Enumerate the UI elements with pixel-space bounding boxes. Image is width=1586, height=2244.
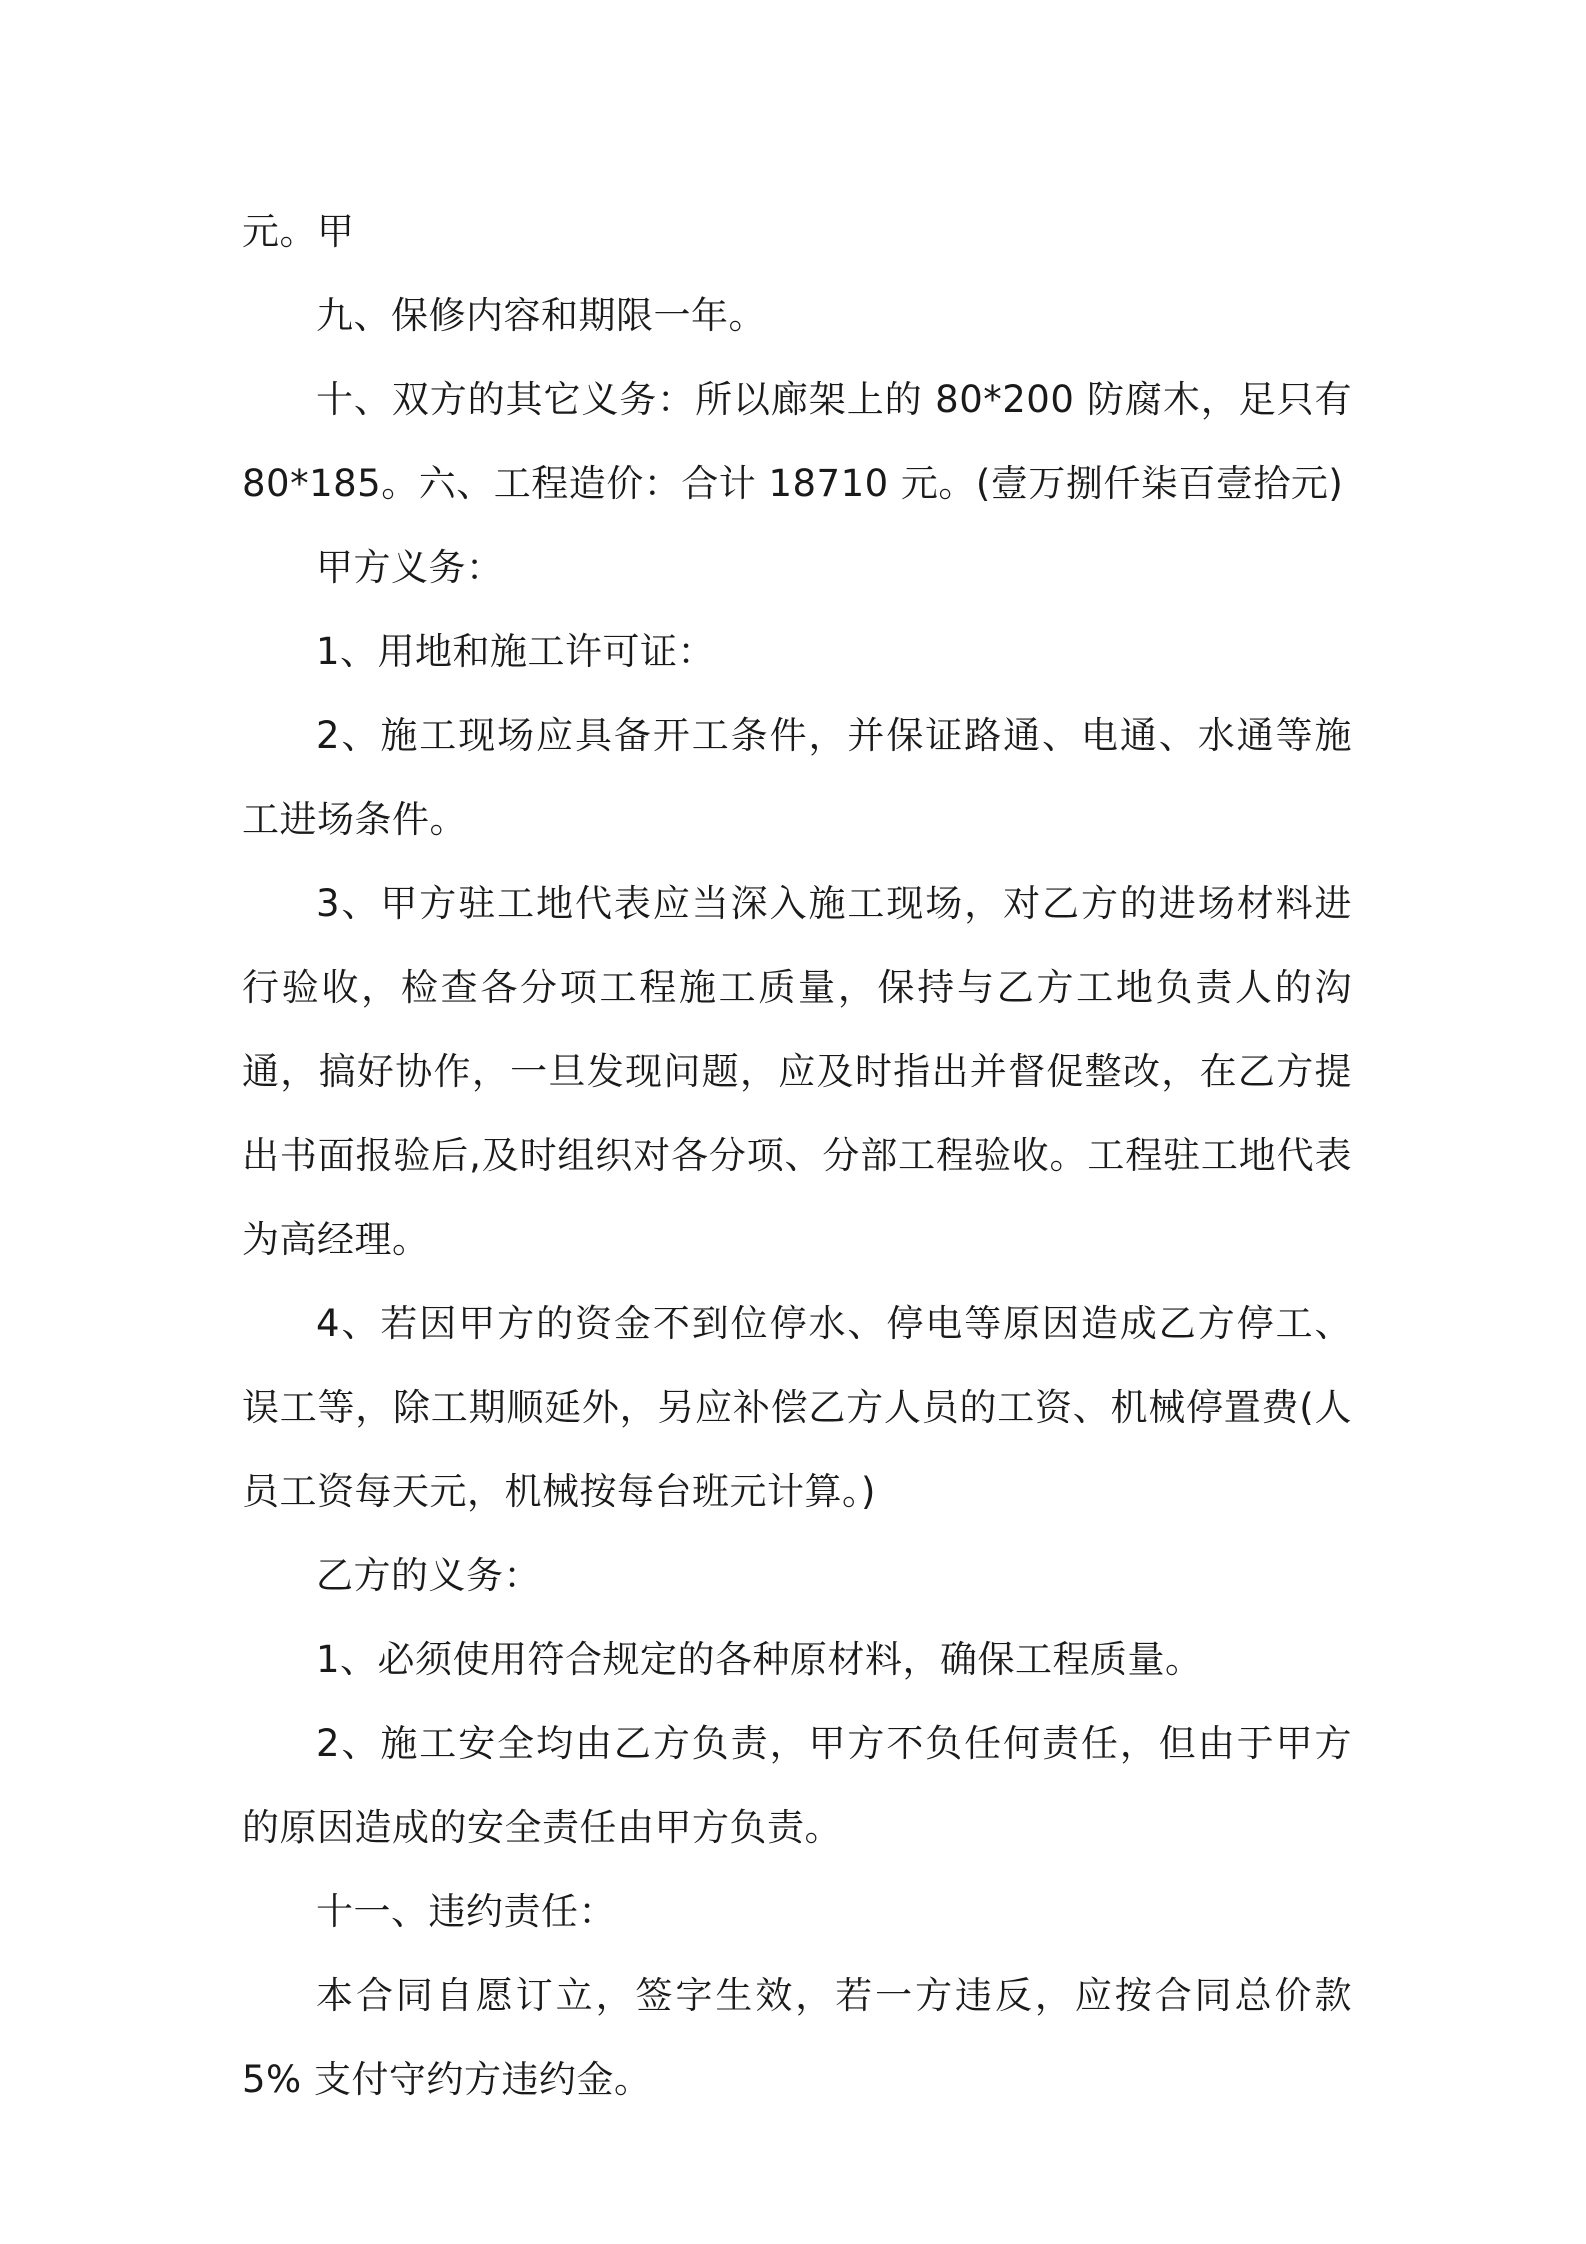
heading-party-b-obligations: 乙方的义务： [316,1554,541,1597]
heading-party-a-obligations: 甲方义务： [316,546,504,589]
paragraph-ending-line: 元。甲 [242,210,355,253]
paragraph-party-b-item-2: 2、施工安全均由乙方负责，甲方不负任何责任，但由于甲方的原因造成的安全责任由甲方负责。 [242,1722,1352,1849]
paragraph-other-obligations: 十、双方的其它义务：所以廊架上的 80*200 防腐木，足只有 80*185。六、工程造价：合计 18710 元。(壹万捌仟柒百壹拾元) [242,378,1352,505]
paragraph-breach-terms: 本合同自愿订立，签字生效，若一方违反，应按合同总价款 5% 支付守约方违约金。 [242,1974,1352,2101]
paragraph-party-b-item-1: 1、必须使用符合规定的各种原材料，确保工程质量。 [316,1638,1203,1681]
paragraph-party-a-item-2: 2、施工现场应具备开工条件，并保证路通、电通、水通等施工进场条件。 [242,714,1352,841]
paragraph-party-a-item-1: 1、用地和施工许可证： [316,630,716,673]
paragraph-party-a-item-4: 4、若因甲方的资金不到位停水、停电等原因造成乙方停工、误工等，除工期顺延外，另应补偿乙方人员的工资、机械停置费(人员工资每天元，机械按每台班元计算。) [242,1302,1352,1513]
document-body [242,190,1352,2122]
paragraph-warranty: 九、保修内容和期限一年。 [316,294,766,337]
heading-breach-liability: 十一、违约责任： [316,1890,616,1933]
paragraph-party-a-item-3: 3、甲方驻工地代表应当深入施工现场，对乙方的进场材料进行验收，检查各分项工程施工质量，保持与乙方工地负责人的沟通，搞好协作，一旦发现问题，应及时指出并督促整改，在乙方提出书面报验后,及时组织对各分项、分部工程验收。工程驻工地代表为高经理。 [242,882,1352,1261]
